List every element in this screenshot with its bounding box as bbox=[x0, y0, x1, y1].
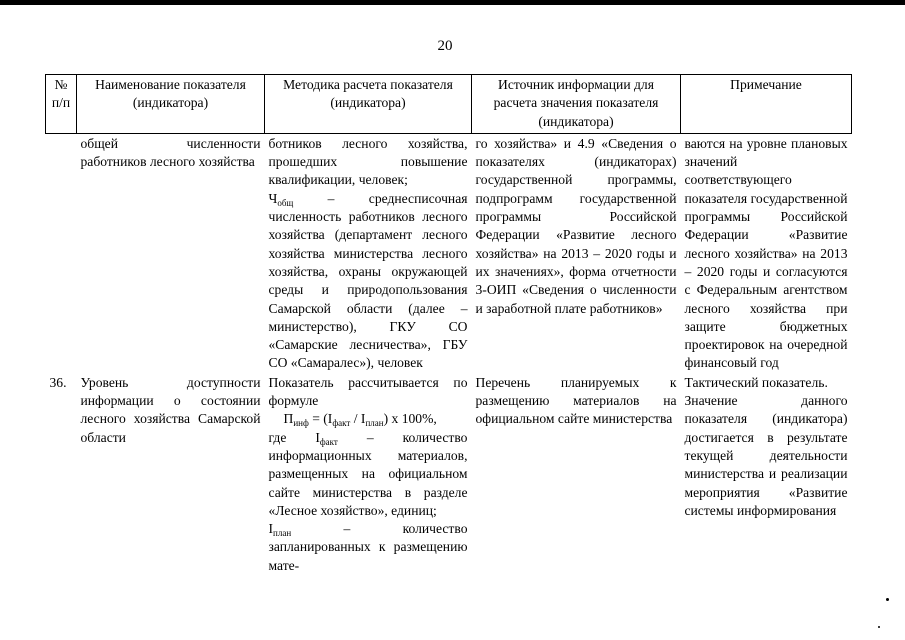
row-number: 36. bbox=[49, 374, 67, 390]
definition-text: – количество информационных материалов, размещенных на официальном сайте министерства в разделе «Лесное хозяйство», единиц; bbox=[268, 429, 468, 518]
note-cell: ваются на уровне плановых значений соответствующего показателя государственной программы Российской Федерации «Развитие лесного хозяйства» на 2013 – 2020 годы и согласуются с Федеральным агентством лесного хозяйства при защите бюджетных проектировок на очередной финансовый год bbox=[684, 135, 848, 371]
header-indicator-name: Наименование показателя (индикатора) bbox=[77, 75, 265, 134]
indicator-name-cell: общей численности работников лесного хозяйства bbox=[80, 135, 261, 170]
indicator-name-cell: Уровень доступности информации о состоянии лесного хозяйства Самарской области bbox=[80, 374, 261, 445]
formula bbox=[269, 410, 468, 428]
formula-subscript: факт bbox=[332, 418, 351, 429]
information-source-cell: Перечень планируемых к размещению материалов на официальном сайте министерства bbox=[475, 374, 677, 427]
definition-text: – среднесписочная численность работников лесного хозяйства (департамент лесного хозяйства министерства лесного хозяйства, охраны окружающей среды и природопользования Самарской области (далее – министерство), ГКУ СО «Самарские лесничества», ГБУ СО «Самаралес»), человек bbox=[268, 190, 468, 371]
header-calculation-method: Методика расчета показателя (индикатора) bbox=[265, 75, 472, 134]
page-number: 20 bbox=[437, 38, 453, 54]
symbol: где I bbox=[268, 429, 320, 445]
top-border-rule bbox=[0, 0, 905, 5]
formula-text: = (I bbox=[308, 411, 333, 427]
header-note: Примечание bbox=[681, 75, 852, 134]
formula-text: / I bbox=[350, 411, 366, 427]
row-number bbox=[46, 133, 77, 372]
formula-symbol: П bbox=[283, 411, 294, 427]
formula-subscript: план bbox=[365, 418, 384, 429]
formula-subscript: инф bbox=[293, 418, 309, 429]
information-source-cell: го хозяйства» и 4.9 «Сведения о показателях (индикаторах) государственной программы, подпрограмм государственной программы Российской Федерации «Развитие лесного хозяйства» на 2013 – 2020 годы и их значениях», форма отчетности 3-ОИП «Сведения о численности и заработной плате работников» bbox=[475, 135, 677, 316]
symbol: Ч bbox=[268, 190, 278, 206]
method-definition bbox=[269, 520, 468, 575]
formula-text: ) x 100%, bbox=[383, 411, 437, 427]
symbol-subscript: план bbox=[273, 528, 292, 539]
note-cell bbox=[681, 373, 852, 575]
method-text: Показатель рассчитывается по формуле bbox=[268, 374, 468, 409]
table-row bbox=[46, 133, 852, 372]
definition-text: – количество запланированных к размещению мате- bbox=[268, 521, 468, 573]
table-row bbox=[46, 373, 852, 575]
scan-speck bbox=[886, 598, 889, 601]
scan-speck bbox=[878, 626, 880, 628]
header-number: № п/п bbox=[46, 75, 77, 134]
note-text: Значение данного показателя (индикатора) достигается в результате текущей деятельности министерства и реализации мероприятия «Развитие системы информирования bbox=[684, 393, 848, 518]
calculation-method-cell bbox=[265, 373, 472, 575]
note-text: Тактический показатель. bbox=[684, 374, 828, 390]
symbol-subscript: факт bbox=[319, 436, 338, 447]
symbol-subscript: общ bbox=[277, 197, 294, 208]
indicator-table bbox=[45, 74, 852, 575]
header-information-source: Источник информации для расчета значения показателя (индикатора) bbox=[472, 75, 681, 134]
method-definition bbox=[269, 429, 468, 520]
method-definition bbox=[269, 190, 468, 373]
table-header-row bbox=[46, 75, 852, 134]
method-text: ботников лесного хозяйства, прошедших повышение квалификации, человек; bbox=[268, 135, 468, 188]
calculation-method-cell bbox=[265, 133, 472, 372]
symbol: I bbox=[268, 521, 274, 537]
